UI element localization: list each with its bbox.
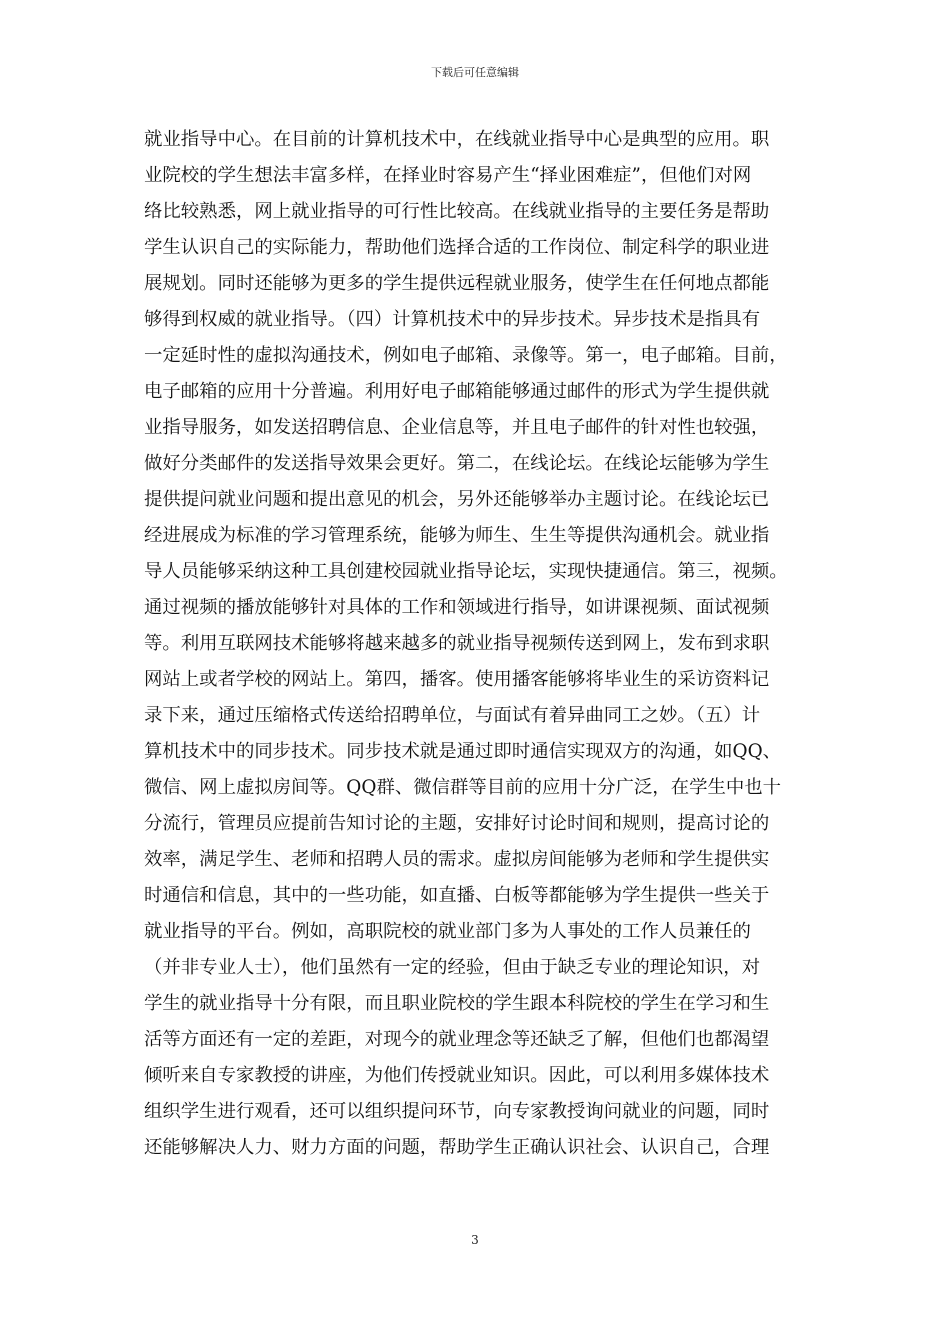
text-line: 就业指导中心。在目前的计算机技术中，在线就业指导中心是典型的应用。职 bbox=[144, 129, 770, 150]
text-line: 微信、网上虚拟房间等。QQ群、微信群等目前的应用十分广泛，在学生中也十 bbox=[144, 777, 782, 798]
text-line: 业院校的学生想法丰富多样，在择业时容易产生“择业困难症”，但他们对网 bbox=[144, 165, 752, 186]
text-line: 组织学生进行观看，还可以组织提问环节，向专家教授询问就业的问题，同时 bbox=[144, 1101, 770, 1122]
text-line: 络比较熟悉，网上就业指导的可行性比较高。在线就业指导的主要任务是帮助 bbox=[144, 201, 770, 222]
text-line: 够得到权威的就业指导。（四）计算机技术中的异步技术。异步技术是指具有 bbox=[144, 309, 761, 330]
text-line: 学生认识自己的实际能力，帮助他们选择合适的工作岗位、制定科学的职业进 bbox=[144, 237, 770, 258]
text-line: 学生的就业指导十分有限，而且职业院校的学生跟本科院校的学生在学习和生 bbox=[144, 993, 770, 1014]
body-text bbox=[144, 122, 814, 1166]
text-line: 提供提问就业问题和提出意见的机会，另外还能够举办主题讨论。在线论坛已 bbox=[144, 489, 770, 510]
text-line: （并非专业人士），他们虽然有一定的经验，但由于缺乏专业的理论知识，对 bbox=[144, 957, 761, 978]
text-line: 经进展成为标准的学习管理系统，能够为师生、生生等提供沟通机会。就业指 bbox=[144, 525, 770, 546]
text-line: 分流行，管理员应提前告知讨论的主题，安排好讨论时间和规则，提高讨论的 bbox=[144, 813, 770, 834]
text-line: 一定延时性的虚拟沟通技术，例如电子邮箱、录像等。第一，电子邮箱。目前， bbox=[144, 345, 788, 366]
text-line: 电子邮箱的应用十分普遍。利用好电子邮箱能够通过邮件的形式为学生提供就 bbox=[144, 381, 770, 402]
text-line: 算机技术中的同步技术。同步技术就是通过即时通信实现双方的沟通，如QQ、 bbox=[144, 741, 782, 762]
text-line: 导人员能够采纳这种工具创建校园就业指导论坛，实现快捷通信。第三，视频。 bbox=[144, 561, 788, 582]
text-line: 做好分类邮件的发送指导效果会更好。第二，在线论坛。在线论坛能够为学生 bbox=[144, 453, 770, 474]
text-line: 业指导服务，如发送招聘信息、企业信息等，并且电子邮件的针对性也较强， bbox=[144, 417, 770, 438]
page-number: 3 bbox=[471, 1233, 479, 1247]
text-line: 网站上或者学校的网站上。第四，播客。使用播客能够将毕业生的采访资料记 bbox=[144, 669, 770, 690]
text-line: 展规划。同时还能够为更多的学生提供远程就业服务，使学生在任何地点都能 bbox=[144, 273, 770, 294]
text-line: 等。利用互联网技术能够将越来越多的就业指导视频传送到网上，发布到求职 bbox=[144, 633, 770, 654]
text-line: 录下来，通过压缩格式传送给招聘单位，与面试有着异曲同工之妙。（五）计 bbox=[144, 705, 761, 726]
text-line: 就业指导的平台。例如，高职院校的就业部门多为人事处的工作人员兼任的 bbox=[144, 921, 751, 942]
text-line: 通过视频的播放能够针对具体的工作和领域进行指导，如讲课视频、面试视频 bbox=[144, 597, 770, 618]
text-line: 时通信和信息，其中的一些功能，如直播、白板等都能够为学生提供一些关于 bbox=[144, 885, 770, 906]
text-line: 活等方面还有一定的差距，对现今的就业理念等还缺乏了解，但他们也都渴望 bbox=[144, 1029, 770, 1050]
page-header: 下载后可任意编辑 bbox=[431, 66, 519, 79]
text-line: 还能够解决人力、财力方面的问题，帮助学生正确认识社会、认识自己，合理 bbox=[144, 1137, 770, 1158]
text-line: 倾听来自专家教授的讲座，为他们传授就业知识。因此，可以利用多媒体技术 bbox=[144, 1065, 770, 1086]
text-line: 效率，满足学生、老师和招聘人员的需求。虚拟房间能够为老师和学生提供实 bbox=[144, 849, 770, 870]
